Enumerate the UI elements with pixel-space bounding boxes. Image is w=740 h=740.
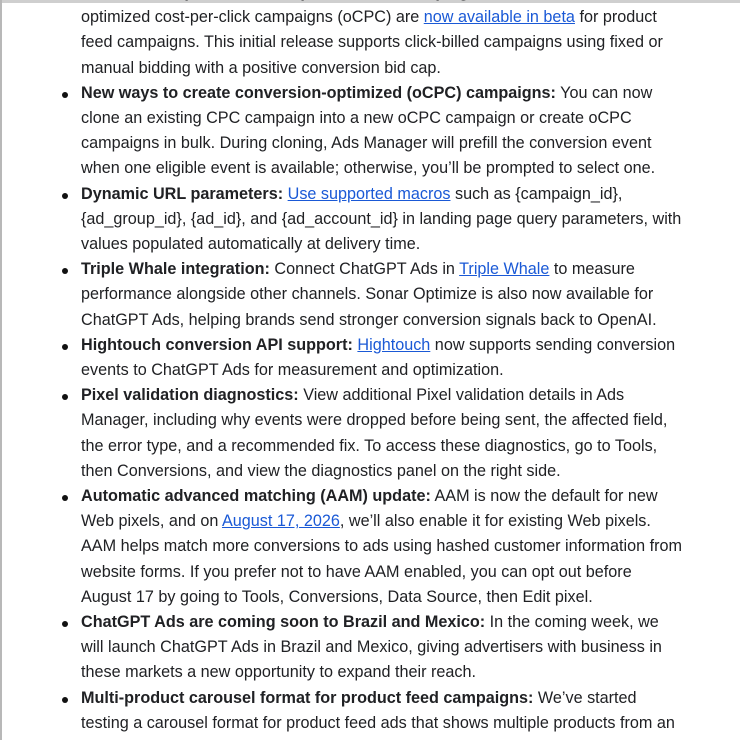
item-text: We’ve started testing a carousel format for product feed ads that shows multiple products from an [81,688,675,732]
item-text: such as {campaign_id}, {ad_group_id}, {ad_id}, and {ad_account_id} in landing page query parameters, with values populated automatically at delivery time. [81,184,682,254]
item-heading: Multi-product carousel format for product feed campaigns: [81,688,534,707]
bullet-icon [62,344,68,350]
list-item [0,257,740,333]
item-text: , we’ll also enable it for existing Web pixels. AAM helps match more conversions to ads using hashed customer information from website forms. If you prefer not to have AAM enabled, you can opt out before August 17 by going to Tools, Conversions, Data Source, then Edit pixel. [81,512,683,606]
list-item [0,182,740,258]
list-item [0,610,740,686]
item-text: In the coming week, we will launch ChatGPT Ads in Brazil and Mexico, giving advertisers with business in these markets a new opportunity to expand their reach. [81,613,662,682]
bullet-icon [62,92,68,98]
item-heading: New ways to create conversion-optimized (oCPC) campaigns: [81,83,556,102]
item-heading: Automatic advanced matching (AAM) update: [81,487,431,506]
item-heading: Hightouch conversion API support: [81,335,353,354]
item-text: You can now clone an existing CPC campaign into a new oCPC campaign or create oCPC campaigns in bulk. During cloning, Ads Manager will prefill the conversion event when one eligible event is available; otherwise, you’ll be prompted to select one. [81,83,656,178]
list-item [0,81,740,182]
list-item [0,333,740,383]
inline-link[interactable]: Triple Whale [459,260,550,279]
item-heading: Pixel validation diagnostics: [81,386,299,405]
bullet-icon [62,697,68,703]
item-heading: Triple Whale integration: [81,260,270,279]
list-item [0,484,740,610]
item-heading [81,0,531,1]
list-item [0,383,740,484]
list-item [0,0,740,81]
item-text: to measure performance alongside other channels. Sonar Optimize is also now available for ChatGPT Ads, helping brands send stronger conversion signals back to OpenAI. [81,260,657,329]
bullet-icon [62,495,68,501]
item-text: for product feed campaigns. This initial release supports click-billed campaigns using fixed or manual bidding with a positive conversion bid cap. [81,8,663,77]
inline-link[interactable]: now available in beta [423,8,575,27]
item-heading: Dynamic URL parameters: [81,184,284,203]
item-text: now supports sending conversion events to ChatGPT Ads for measurement and optimization. [81,335,676,380]
item-text: View additional Pixel validation details in Ads Manager, including why events were dropped before being sent, the affected field, the error type, and a recommended fix. To access these diagnostics, go to Tools, then Conversions, and view the diagnostics panel on the right side. [81,386,668,480]
inline-link[interactable]: Use supported macros [287,184,451,203]
bullet-icon [62,268,68,274]
item-text: AAM is now the default for new Web pixels, and on [81,487,658,531]
inline-link[interactable]: August 17, 2026 [221,512,340,531]
bullet-icon [62,394,68,400]
inline-link[interactable]: Hightouch [357,335,431,354]
bullet-icon [62,621,68,627]
item-text: Connect ChatGPT Ads in [274,260,460,279]
item-text: optimized cost-per-click campaigns (oCPC) are [81,8,420,27]
list-item [0,686,740,736]
item-heading: ChatGPT Ads are coming soon to Brazil and Mexico: [81,613,486,632]
bullet-icon [62,193,68,199]
